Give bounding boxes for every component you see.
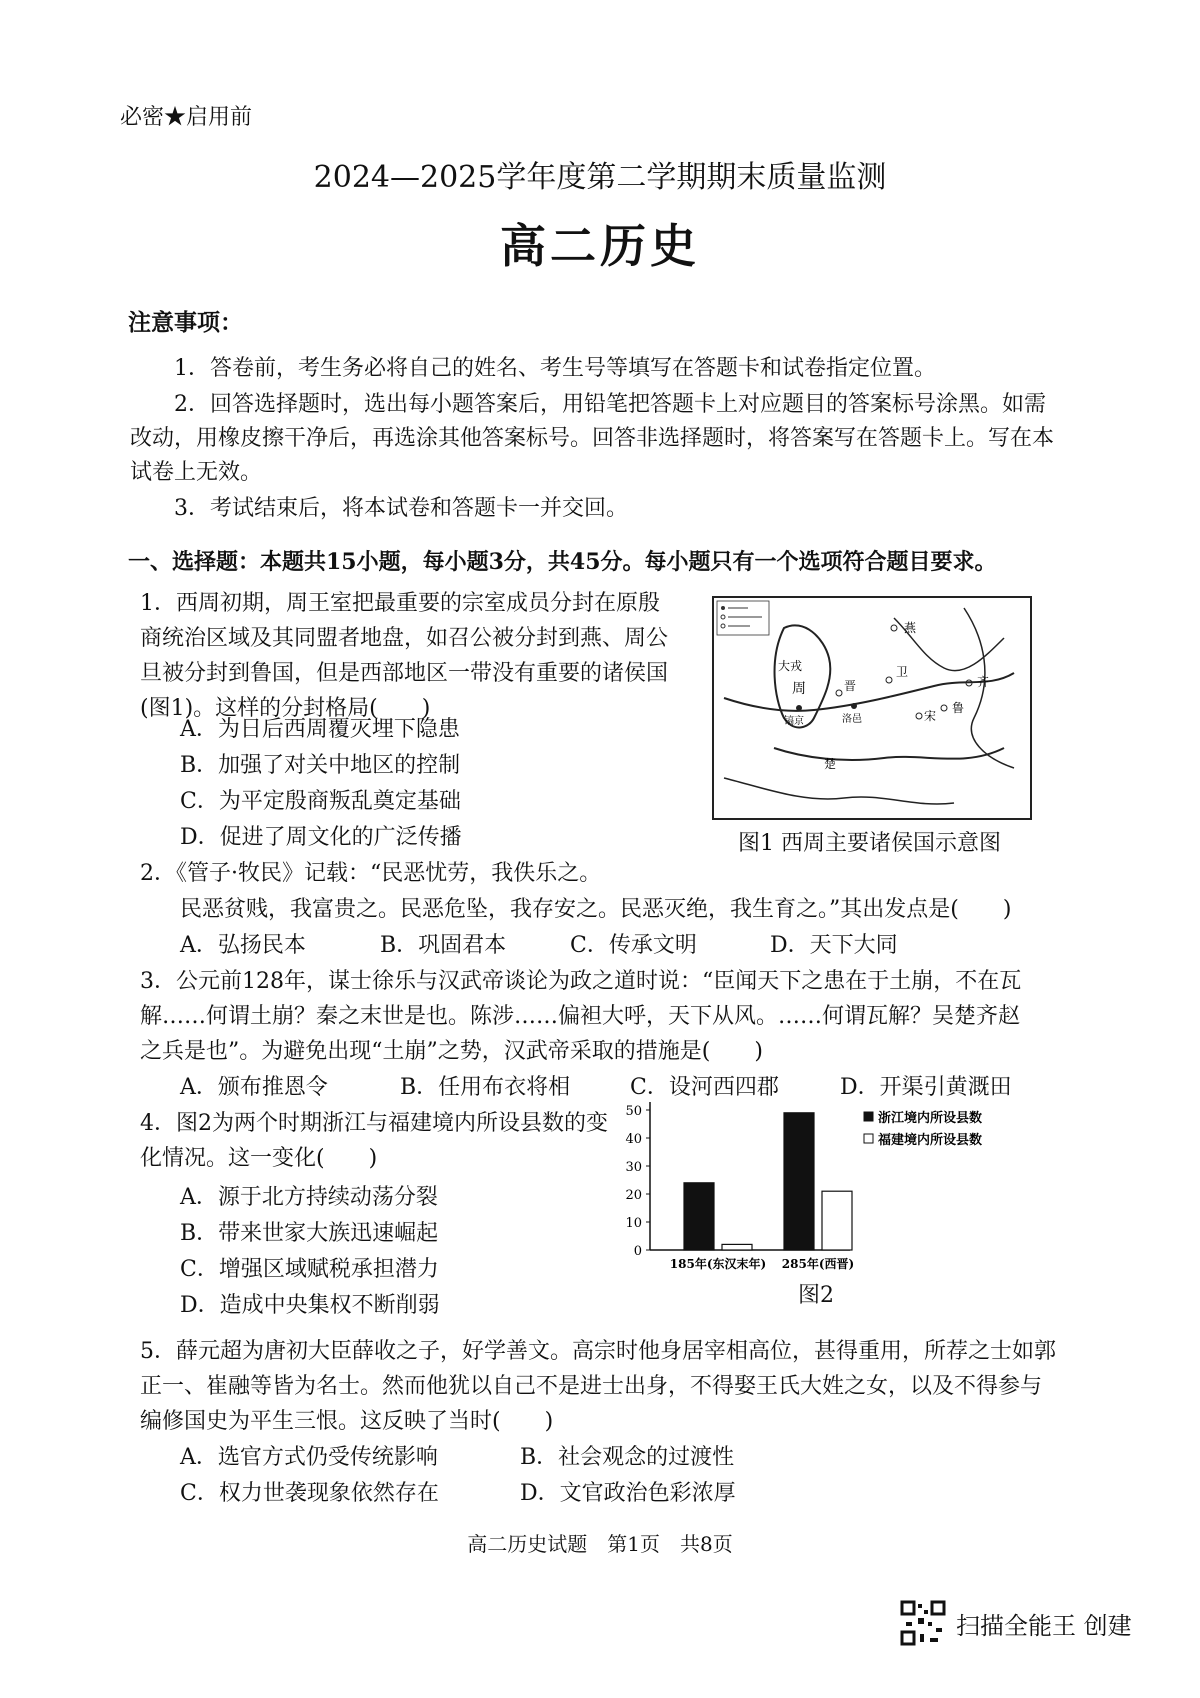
question-4-option-a[interactable]: A．源于北方持续动荡分裂 [180,1185,438,1210]
question-2-options [180,928,970,964]
question-2-stem-line-2: 民恶贫贱，我富贵之。民恶危坠，我存安之。民恶灭绝，我生育之。”其出发点是( ) [180,897,1012,922]
question-1-option-b[interactable]: B．加强了对关中地区的控制 [180,753,461,778]
figure-1-caption: 图1 西周主要诸侯国示意图 [738,831,1001,856]
chart-svg [610,1100,1030,1280]
notice-item-1: 1．答卷前，考生务必将自己的姓名、考生号等填写在答题卡和试卷指定位置。 [174,356,936,381]
map-label-luoyi: 洛邑 [842,714,862,725]
legend-swatch [864,1112,873,1121]
question-3-option-c[interactable]: C．设河西四郡 [630,1075,779,1100]
y-tick-label: 30 [625,1160,642,1175]
map-label-chu: 楚 [824,757,837,771]
map-label-qi: 齐 [977,675,990,689]
question-5-option-a[interactable]: A．选官方式仍受传统影响 [180,1445,438,1470]
question-2-option-b[interactable]: B．巩固君本 [380,933,507,958]
notice-item-2: 2．回答选择题时，选出每小题答案后，用铅笔把答题卡上对应题目的答案标号涂黑。如需改动，用橡皮擦干净后，再选涂其他答案标号。回答非选择题时，将答案写在答题卡上。写在本试卷上无效。 [130,392,1055,485]
y-tick-label: 40 [625,1132,642,1147]
question-1-stem: 1．西周初期，周王室把最重要的宗室成员分封在原殷商统治区域及其同盟者地盘，如召公被分封到燕、周公旦被分封到鲁国，但是西部地区一带没有重要的诸侯国(图1)。这样的分封格局( ) [140,591,669,721]
question-1-option-c[interactable]: C．为平定殷商叛乱奠定基础 [180,789,461,814]
qr-code-icon [900,1600,946,1646]
question-4-option-d[interactable]: D．造成中央集权不断削弱 [180,1293,440,1318]
question-3-stem: 3．公元前128年，谋士徐乐与汉武帝谈论为政之道时说：“臣闻天下之患在于土崩，不在瓦解……何谓土崩？秦之末世是也。陈涉……偏袒大呼，天下从风。……何谓瓦解？吴楚齐赵之兵是也”。为避免出现“土崩”之势，汉武帝采取的措施是( ) [140,969,1022,1064]
y-tick-label: 0 [633,1244,642,1259]
question-1-option-a[interactable]: A．为日后西周覆灭埋下隐患 [180,717,460,742]
question-4-option-b[interactable]: B．带来世家大族迅速崛起 [180,1221,439,1246]
x-tick-label: 185年(东汉末年) [669,1257,767,1271]
map-label-song: 宋 [924,709,937,723]
map-label-jin: 晋 [844,679,857,693]
subject-title: 高二历史 [500,219,700,273]
map-label-darong: 大戎 [778,659,803,673]
figure-2-caption: 图2 [798,1283,834,1308]
question-4-option-c[interactable]: C．增强区域赋税承担潜力 [180,1257,439,1282]
question-5-options-row-1 [180,1440,820,1476]
question-1-option-d[interactable]: D．促进了周文化的广泛传播 [180,825,462,850]
y-tick-label: 50 [625,1104,642,1119]
question-5-option-b[interactable]: B．社会观念的过渡性 [520,1445,735,1470]
y-tick-label: 10 [625,1216,642,1231]
y-tick-label: 20 [625,1188,642,1203]
section-title: 一、选择题：本题共15小题，每小题3分，共45分。每小题只有一个选项符合题目要求。 [128,549,997,575]
question-3-option-b[interactable]: B．任用布衣将相 [400,1075,571,1100]
scanner-watermark [900,1600,1132,1646]
bar [722,1244,752,1250]
question-5-option-d[interactable]: D．文官政治色彩浓厚 [520,1481,736,1506]
confidential-mark: 必密★启用前 [120,105,253,130]
bar [822,1191,852,1250]
legend-swatch [864,1134,873,1143]
question-3-option-d[interactable]: D．开渠引黄溉田 [840,1075,1012,1100]
question-5-option-c[interactable]: C．权力世袭现象依然存在 [180,1481,439,1506]
notice-heading: 注意事项： [128,309,243,336]
question-4-stem: 4．图2为两个时期浙江与福建境内所设县数的变化情况。这一变化( ) [140,1111,608,1171]
map-label-wei: 卫 [896,665,909,679]
question-2-stem-line-1: 2．《管子·牧民》记载：“民恶忧劳，我佚乐之。 [140,861,602,886]
legend-label: 浙江境内所设县数 [878,1111,983,1126]
legend-label: 福建境内所设县数 [878,1133,983,1148]
question-2-option-a[interactable]: A．弘扬民本 [180,933,306,958]
map-figure [712,596,1032,820]
map-label-lu: 鲁 [952,701,965,715]
x-tick-label: 285年(西晋) [781,1257,855,1271]
question-5-options-row-2 [180,1476,820,1512]
map-label-zhou: 周 [792,681,806,697]
map-label-yan: 燕 [904,621,917,635]
bar [784,1113,814,1250]
county-bar-chart [610,1100,1030,1280]
page-footer: 高二历史试题 第1页 共8页 [467,1532,733,1556]
question-2-option-c[interactable]: C．传承文明 [570,933,697,958]
exam-title: 2024—2025学年度第二学期期末质量监测 [313,160,887,195]
question-3-option-a[interactable]: A．颁布推恩令 [180,1075,328,1100]
watermark-text: 扫描全能王 创建 [956,1611,1132,1640]
question-2-option-d[interactable]: D．天下大同 [770,933,898,958]
zhou-map [714,598,1030,818]
bar [684,1183,714,1250]
question-5-stem: 5．薛元超为唐初大臣薛收之子，好学善文。高宗时他身居宰相高位，甚得重用，所荐之士如郭正一、崔融等皆为名士。然而他犹以自己不是进士出身，不得娶王氏大姓之女，以及不得参与编修国史为平生三恨。这反映了当时( ) [140,1339,1057,1434]
map-label-haojing: 镐京 [784,716,804,727]
notice-item-3: 3．考试结束后，将本试卷和答题卡一并交回。 [174,496,628,521]
